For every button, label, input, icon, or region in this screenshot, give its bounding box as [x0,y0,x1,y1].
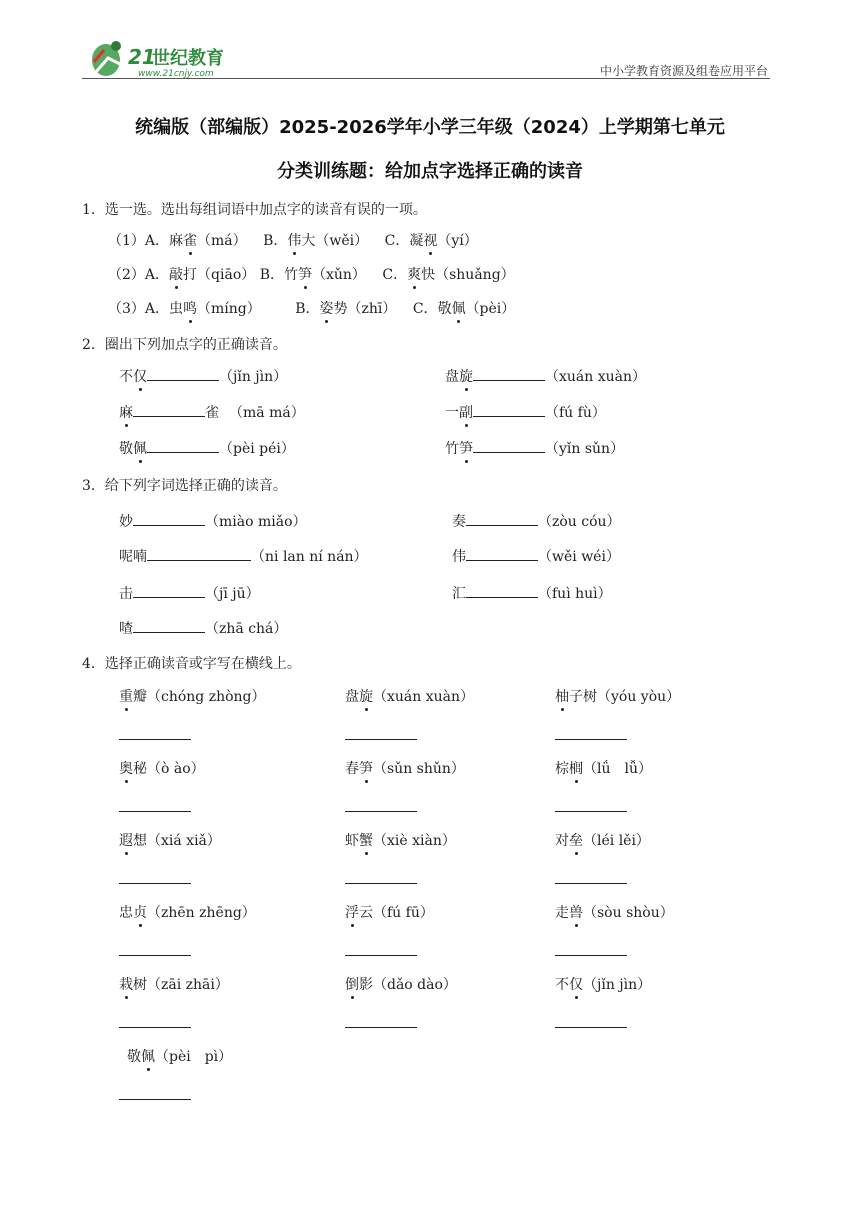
svg-text:21: 21 [128,45,156,69]
q2-item: 敬佩 （pèi péi） [119,438,295,458]
answer-blank[interactable] [555,1027,627,1028]
site-logo [86,38,266,80]
q2-item: 不仅 （jǐn jìn） [119,366,287,386]
q1-row-2: （2）A．敲打（qiāo） B．竹笋（xǔn） C．爽快（shuǎng） [108,264,515,284]
q3-item: 呢喃 （ni lan ní nán） [119,546,368,566]
q4-item: 倒影（dǎo dào） [345,974,457,994]
q4-item: 奥秘（ò ào） [119,758,205,778]
svg-text:www.21cnjy.com: www.21cnjy.com [138,69,214,79]
q4-item: 遐想（xiá xiǎ） [119,830,221,850]
answer-blank[interactable] [345,811,417,812]
answer-blank[interactable] [466,546,538,561]
answer-blank[interactable] [147,546,251,561]
q4-item: 不仅（jǐn jìn） [555,974,651,994]
q3-item: 妙 （miào miǎo） [119,511,307,531]
answer-blank[interactable] [473,438,545,453]
q1-row-1: （1）A．麻雀（má） B．伟大（wěi） C．凝视（yí） [108,230,478,250]
answer-blank[interactable] [345,1027,417,1028]
answer-blank[interactable] [555,955,627,956]
q4-item: 盘旋（xuán xuàn） [345,686,474,706]
answer-blank[interactable] [119,739,191,740]
q2-stem: 2．圈出下列加点字的正确读音。 [82,337,287,353]
answer-blank[interactable] [473,402,545,417]
q4-item: 走兽（sòu shòu） [555,902,674,922]
q1-row-3: （3）A．虫鸣（míng） B．姿势（zhī） C．敬佩（pèi） [108,298,515,318]
svg-text:世纪教育: 世纪教育 [152,48,224,69]
answer-blank[interactable] [147,438,219,453]
answer-blank[interactable] [133,511,205,526]
q2-item: 麻 雀 （mā má） [119,402,305,422]
q4-item: 重瓣（chóng zhòng） [119,686,266,706]
q3-item: 击 （jī jū） [119,583,260,603]
q4-item: 对垒（léi lěi） [555,830,650,850]
q4-item: 柚子树（yóu yòu） [555,686,680,706]
answer-blank[interactable] [345,739,417,740]
answer-blank[interactable] [147,366,219,381]
answer-blank[interactable] [345,955,417,956]
answer-blank[interactable] [555,883,627,884]
platform-label: 中小学教育资源及组卷应用平台 [599,64,768,78]
q4-item: 浮云（fú fū） [345,902,434,922]
answer-blank[interactable] [119,811,191,812]
answer-blank[interactable] [133,618,205,633]
q2-item: 一副 （fú fù） [445,402,606,422]
header-divider [82,78,770,79]
answer-blank[interactable] [345,883,417,884]
q4-item: 忠贞（zhēn zhēng） [119,902,256,922]
q3-item: 汇 （fuì huì） [452,583,612,603]
answer-blank[interactable] [133,583,205,598]
q4-item: 春笋（sǔn shǔn） [345,758,465,778]
answer-blank[interactable] [119,955,191,956]
q2-item: 盘旋 （xuán xuàn） [445,366,646,386]
q1-stem: 1．选一选。选出每组词语中加点字的读音有误的一项。 [82,202,427,218]
answer-blank[interactable] [555,811,627,812]
answer-blank[interactable] [466,511,538,526]
q3-stem: 3．给下列字词选择正确的读音。 [82,478,287,494]
answer-blank[interactable] [119,1099,191,1100]
answer-blank[interactable] [119,1027,191,1028]
answer-blank[interactable] [555,739,627,740]
q3-item: 伟 （wěi wéi） [452,546,620,566]
q4-stem: 4．选择正确读音或字写在横线上。 [82,656,301,672]
q2-item: 竹笋 （yǐn sǔn） [445,438,624,458]
q4-item: 栽树（zāi zhāi） [119,974,229,994]
q4-item: 棕榈（lǘ lǚ） [555,758,652,778]
page-subtitle: 分类训练题：给加点字选择正确的读音 [277,161,583,182]
answer-blank[interactable] [119,883,191,884]
page-title: 统编版（部编版）2025-2026学年小学三年级（2024）上学期第七单元 [135,117,725,138]
q4-item: 敬佩（pèi pì） [127,1046,232,1066]
q3-item: 喳 （zhā chá） [119,618,287,638]
answer-blank[interactable] [466,583,538,598]
q3-item: 奏 （zòu cóu） [452,511,621,531]
logo-runner-icon [86,38,266,80]
answer-blank[interactable] [473,366,545,381]
q4-item: 虾蟹（xiè xiàn） [345,830,456,850]
answer-blank[interactable] [133,402,205,417]
